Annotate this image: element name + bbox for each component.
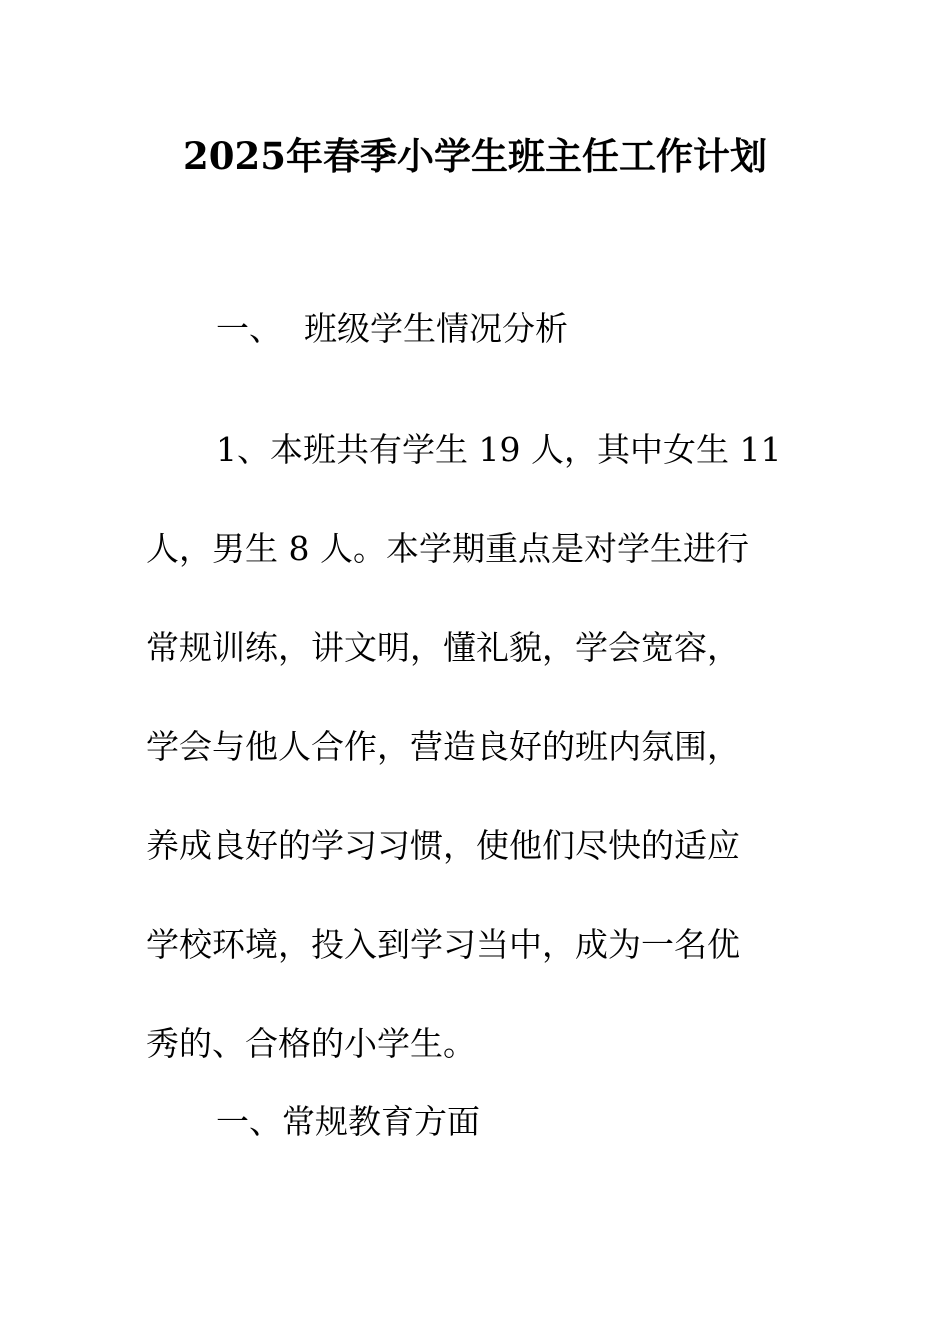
paragraph-line: 秀的、合格的小学生。 — [146, 1024, 476, 1063]
section-heading-2: 一、常规教育方面 — [216, 1102, 480, 1141]
paragraph-line: 1、本班共有学生 19 人，其中女生 11 — [216, 430, 782, 469]
section-heading-text: 班级学生情况分析 — [304, 309, 568, 348]
document-title: 2025年春季小学生班主任工作计划 — [183, 134, 767, 178]
paragraph-line: 学校环境，投入到学习当中，成为一名优 — [146, 925, 740, 964]
paragraph-line: 常规训练，讲文明，懂礼貌，学会宽容， — [146, 628, 740, 667]
section-heading-1 — [216, 304, 568, 354]
section-number: 一、 — [216, 309, 282, 348]
paragraph-line: 人，男生 8 人。本学期重点是对学生进行 — [146, 529, 749, 568]
paragraph-line: 养成良好的学习习惯，使他们尽快的适应 — [146, 826, 740, 865]
paragraph-line: 学会与他人合作，营造良好的班内氛围， — [146, 727, 740, 766]
body-paragraph — [146, 400, 806, 1093]
